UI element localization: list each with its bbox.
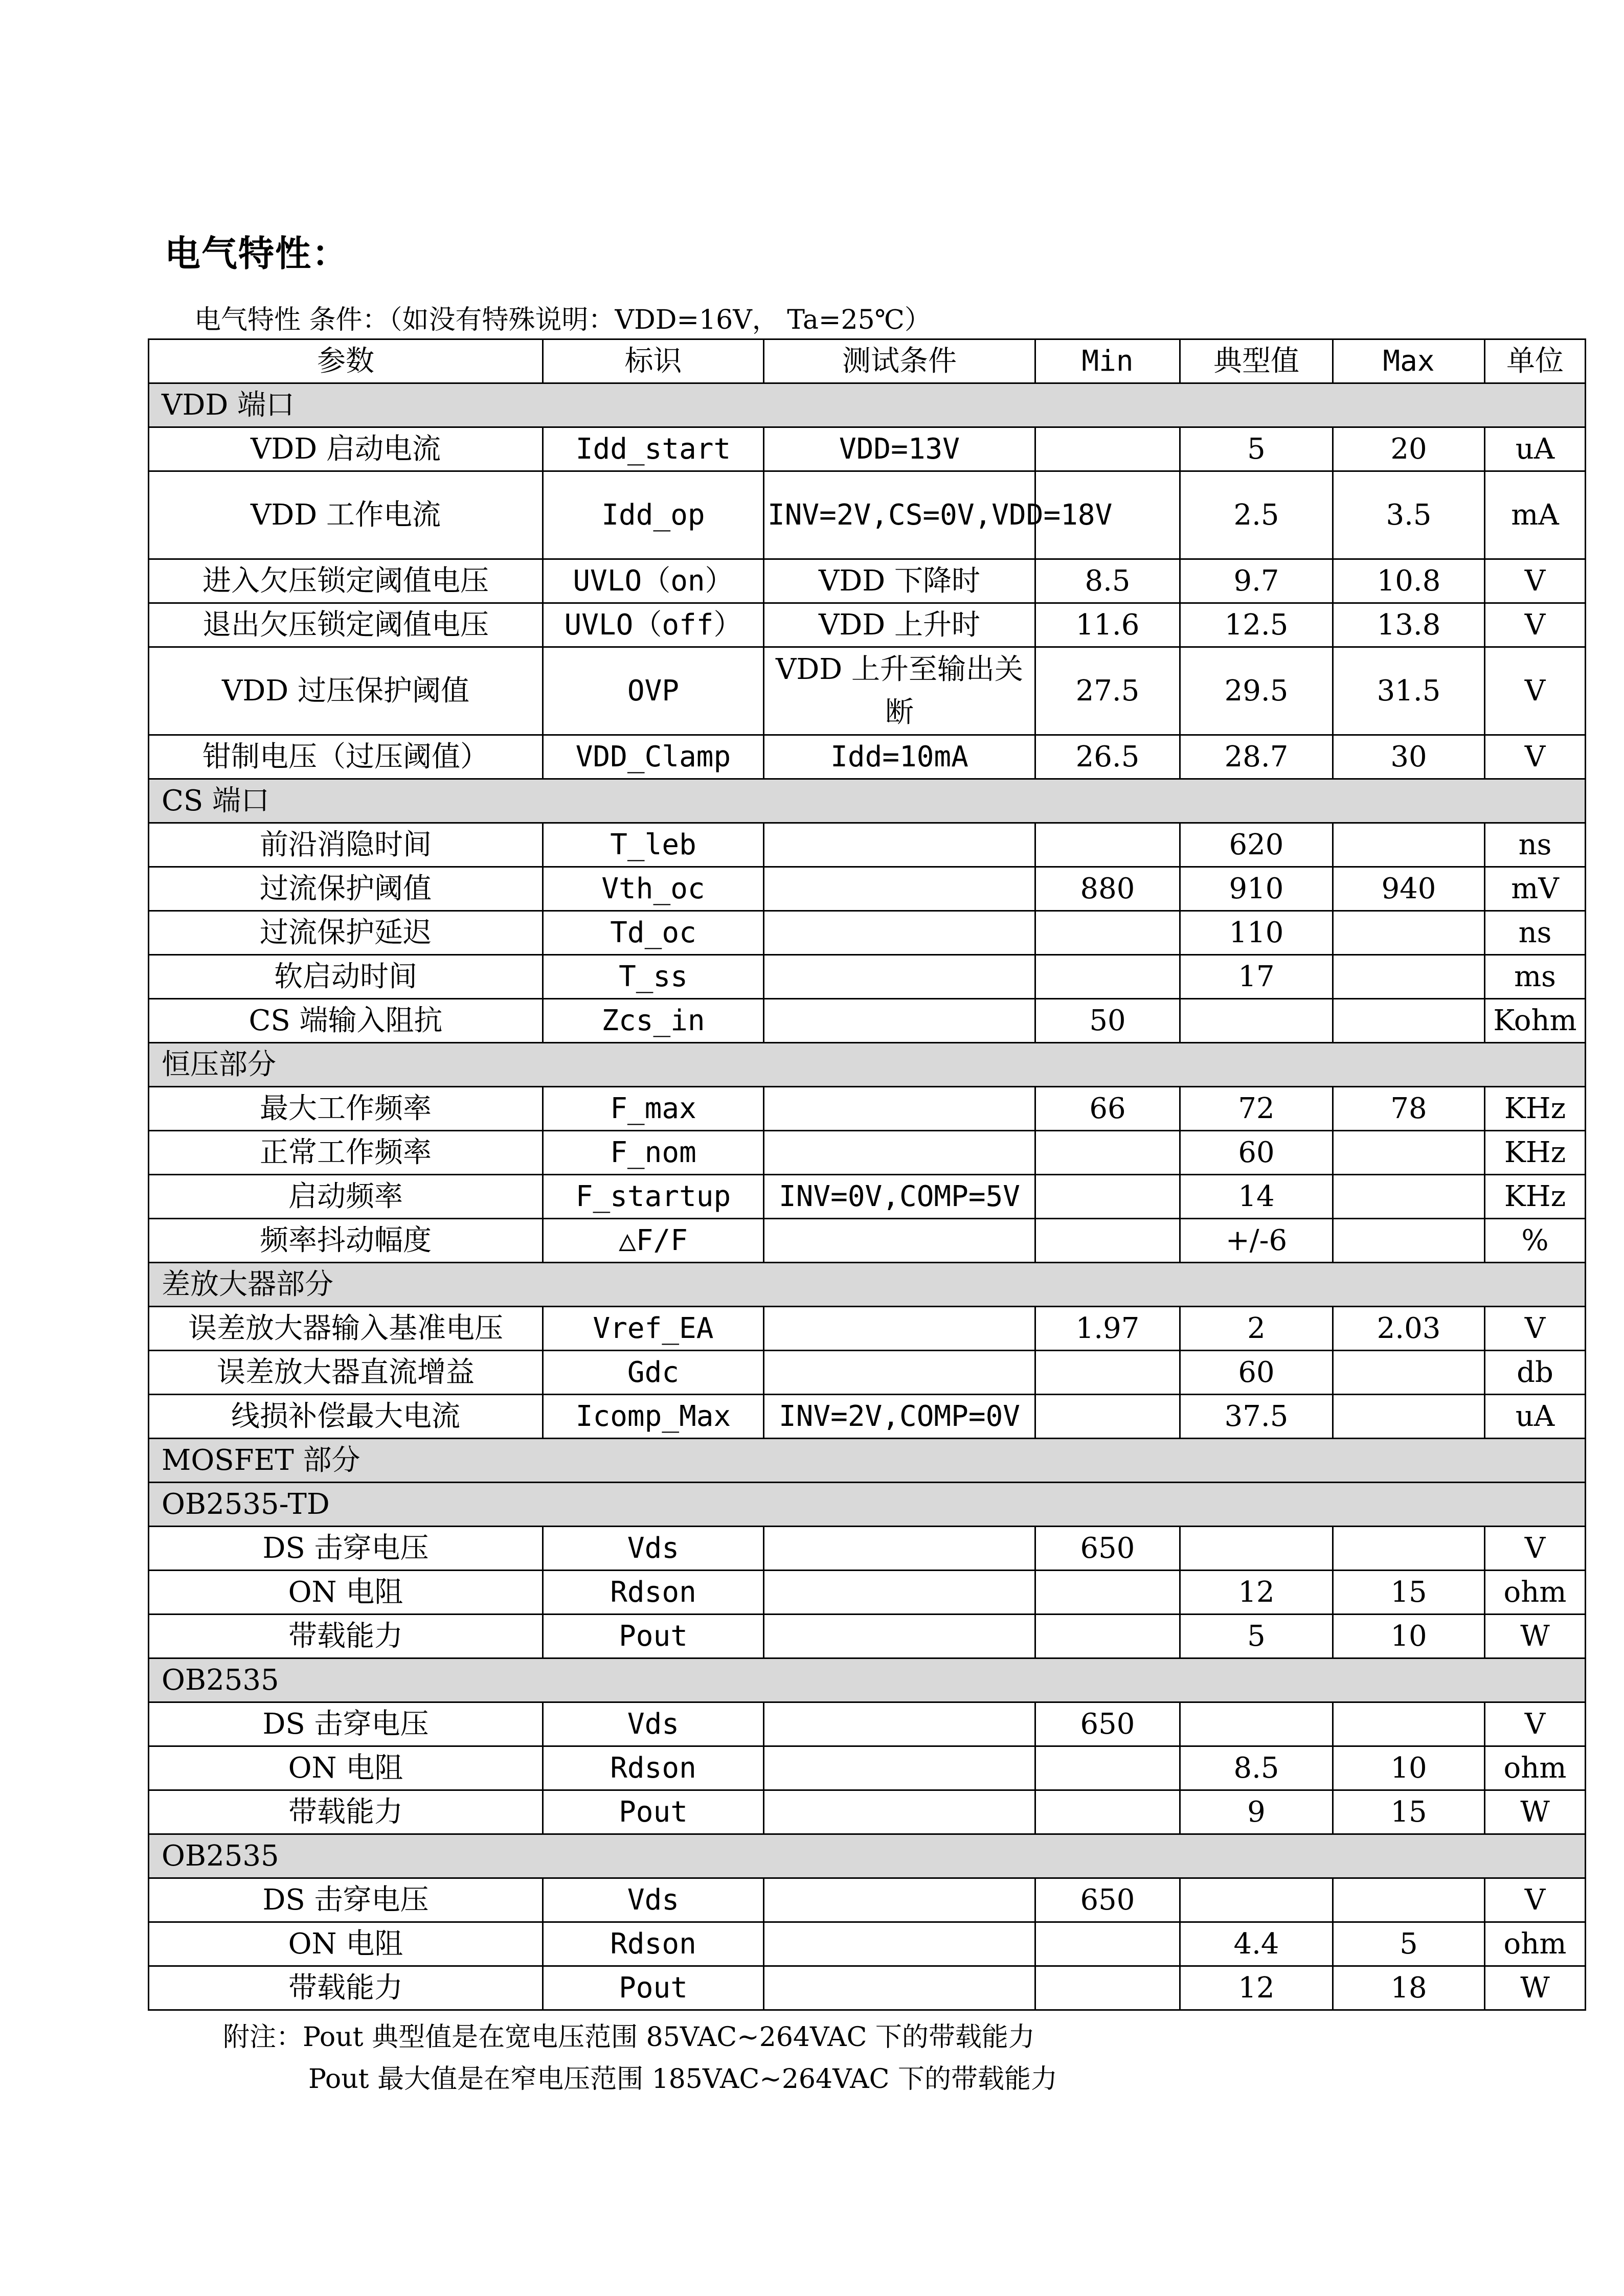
table-cell: 启动频率: [149, 1175, 543, 1219]
table-cell: %: [1485, 1219, 1586, 1263]
table-cell: KHz: [1485, 1087, 1586, 1131]
table-cell: [1333, 1702, 1485, 1746]
note-line-1: 附注：Pout 典型值是在宽电压范围 85VAC~264VAC 下的带载能力: [223, 2022, 1035, 2053]
table-cell: V: [1485, 603, 1586, 647]
table-row: [149, 1790, 1586, 1834]
table-cell: +/-6: [1180, 1219, 1333, 1263]
table-cell: [764, 1966, 1035, 2010]
table-cell: 5: [1180, 1615, 1333, 1658]
table-row: [149, 735, 1586, 779]
table-cell: △F/F: [543, 1219, 764, 1263]
table-cell: [1035, 1922, 1180, 1966]
table-cell: [1333, 1175, 1485, 1219]
table-cell: [1035, 1966, 1180, 2010]
table-row: [149, 559, 1586, 603]
table-cell: Pout: [543, 1790, 764, 1834]
table-cell: KHz: [1485, 1175, 1586, 1219]
table-row: [149, 823, 1586, 867]
table-cell: [1333, 1878, 1485, 1922]
table-cell: W: [1485, 1966, 1586, 2010]
table-cell: 910: [1180, 867, 1333, 911]
table-cell: [1035, 427, 1180, 471]
table-cell: Pout: [543, 1966, 764, 2010]
table-cell: V: [1485, 559, 1586, 603]
table-row: [149, 867, 1586, 911]
section-row: [149, 1439, 1586, 1483]
section-label: MOSFET 部分: [149, 1439, 1586, 1483]
table-cell: 66: [1035, 1087, 1180, 1131]
table-cell: Idd=10mA: [764, 735, 1035, 779]
table-cell: Vds: [543, 1878, 764, 1922]
table-row: [149, 911, 1586, 955]
table-cell: ns: [1485, 911, 1586, 955]
table-cell: V: [1485, 1878, 1586, 1922]
table-cell: 31.5: [1333, 647, 1485, 735]
table-cell: 最大工作频率: [149, 1087, 543, 1131]
table-cell: [764, 1087, 1035, 1131]
table-cell: 退出欠压锁定阈值电压: [149, 603, 543, 647]
table-cell: T_leb: [543, 823, 764, 867]
table-cell: VDD 上升时: [764, 603, 1035, 647]
table-row: [149, 1702, 1586, 1746]
table-cell: 650: [1035, 1702, 1180, 1746]
table-cell: 620: [1180, 823, 1333, 867]
table-cell: 15: [1333, 1790, 1485, 1834]
table-cell: [1333, 955, 1485, 999]
table-cell: 带载能力: [149, 1615, 543, 1658]
table-row: [149, 955, 1586, 999]
table-cell: 9.7: [1180, 559, 1333, 603]
table-cell: VDD 下降时: [764, 559, 1035, 603]
table-row: [149, 999, 1586, 1043]
table-cell: [764, 1351, 1035, 1395]
table-cell: 12.5: [1180, 603, 1333, 647]
table-cell: V: [1485, 1702, 1586, 1746]
table-cell: DS 击穿电压: [149, 1878, 543, 1922]
table-cell: 10: [1333, 1746, 1485, 1790]
table-row: [149, 1746, 1586, 1790]
table-cell: Vds: [543, 1527, 764, 1571]
table-cell: 4.4: [1180, 1922, 1333, 1966]
table-cell: INV=0V,COMP=5V: [764, 1175, 1035, 1219]
table-cell: F_startup: [543, 1175, 764, 1219]
table-cell: mV: [1485, 867, 1586, 911]
section-row: [149, 779, 1586, 823]
table-cell: 110: [1180, 911, 1333, 955]
table-cell: V: [1485, 735, 1586, 779]
table-row: [149, 427, 1586, 471]
section-row: [149, 1043, 1586, 1087]
section-label: VDD 端口: [149, 383, 1586, 427]
table-cell: 880: [1035, 867, 1180, 911]
column-header: 标识: [543, 339, 764, 383]
table-cell: [764, 1219, 1035, 1263]
table-cell: [1333, 1219, 1485, 1263]
table-cell: [1180, 1527, 1333, 1571]
table-cell: [764, 1702, 1035, 1746]
table-cell: [764, 955, 1035, 999]
table-cell: Gdc: [543, 1351, 764, 1395]
column-header: 测试条件: [764, 339, 1035, 383]
table-cell: Kohm: [1485, 999, 1586, 1043]
table-row: [149, 603, 1586, 647]
table-cell: VDD 工作电流: [149, 471, 543, 559]
table-cell: Idd_op: [543, 471, 764, 559]
table-cell: ohm: [1485, 1571, 1586, 1615]
table-cell: [764, 823, 1035, 867]
table-cell: 12: [1180, 1571, 1333, 1615]
table-cell: [764, 1131, 1035, 1175]
table-row: [149, 1922, 1586, 1966]
table-cell: 1.97: [1035, 1307, 1180, 1351]
table-cell: 650: [1035, 1527, 1180, 1571]
table-cell: T_ss: [543, 955, 764, 999]
table-cell: V: [1485, 1307, 1586, 1351]
table-cell: 10.8: [1333, 559, 1485, 603]
table-cell: db: [1485, 1351, 1586, 1395]
table-cell: Idd_start: [543, 427, 764, 471]
table-cell: uA: [1485, 1395, 1586, 1439]
table-cell: ns: [1485, 823, 1586, 867]
table-cell: 60: [1180, 1351, 1333, 1395]
table-cell: 误差放大器输入基准电压: [149, 1307, 543, 1351]
column-header: Max: [1333, 339, 1485, 383]
table-cell: 8.5: [1035, 559, 1180, 603]
table-cell: 10: [1333, 1615, 1485, 1658]
table-cell: 2.5: [1180, 471, 1333, 559]
table-cell: 50: [1035, 999, 1180, 1043]
table-cell: ohm: [1485, 1922, 1586, 1966]
table-cell: VDD=13V: [764, 427, 1035, 471]
table-cell: [1180, 999, 1333, 1043]
table-cell: VDD 上升至输出关断: [764, 647, 1035, 735]
table-cell: [1035, 1790, 1180, 1834]
table-row: [149, 1527, 1586, 1571]
table-row: [149, 471, 1586, 559]
table-cell: 14: [1180, 1175, 1333, 1219]
table-row: [149, 1131, 1586, 1175]
table-cell: 3.5: [1333, 471, 1485, 559]
table-cell: 37.5: [1180, 1395, 1333, 1439]
table-cell: [1333, 1351, 1485, 1395]
table-cell: 前沿消隐时间: [149, 823, 543, 867]
section-label: OB2535-TD: [149, 1483, 1586, 1527]
table-cell: 正常工作频率: [149, 1131, 543, 1175]
table-cell: [1035, 955, 1180, 999]
table-cell: [1035, 1175, 1180, 1219]
table-cell: 18: [1333, 1966, 1485, 2010]
table-cell: [1333, 911, 1485, 955]
table-cell: [764, 999, 1035, 1043]
table-cell: [1035, 1746, 1180, 1790]
table-cell: V: [1485, 647, 1586, 735]
table-row: [149, 1395, 1586, 1439]
table-cell: [764, 867, 1035, 911]
table-cell: 78: [1333, 1087, 1485, 1131]
table-cell: 72: [1180, 1087, 1333, 1131]
table-cell: ON 电阻: [149, 1746, 543, 1790]
table-cell: [764, 1746, 1035, 1790]
table-cell: [1035, 1219, 1180, 1263]
table-cell: [1333, 823, 1485, 867]
table-cell: 带载能力: [149, 1966, 543, 2010]
column-header: 参数: [149, 339, 543, 383]
table-cell: F_nom: [543, 1131, 764, 1175]
table-cell: Rdson: [543, 1922, 764, 1966]
electrical-characteristics-table: [148, 338, 1586, 2011]
table-cell: [1333, 1527, 1485, 1571]
table-cell: ms: [1485, 955, 1586, 999]
table-header-row: [149, 339, 1586, 383]
table-cell: Vth_oc: [543, 867, 764, 911]
table-row: [149, 1615, 1586, 1658]
table-cell: [1180, 1702, 1333, 1746]
table-cell: 带载能力: [149, 1790, 543, 1834]
table-cell: Vds: [543, 1702, 764, 1746]
table-cell: Td_oc: [543, 911, 764, 955]
table-cell: 过流保护延迟: [149, 911, 543, 955]
table-cell: W: [1485, 1790, 1586, 1834]
table-cell: INV=2V,CS=0V,VDD=18V: [764, 471, 1035, 559]
table-cell: [764, 1571, 1035, 1615]
table-cell: [764, 1615, 1035, 1658]
table-cell: Pout: [543, 1615, 764, 1658]
table-cell: VDD 过压保护阈值: [149, 647, 543, 735]
table-cell: Rdson: [543, 1746, 764, 1790]
table-cell: ON 电阻: [149, 1571, 543, 1615]
table-cell: 2: [1180, 1307, 1333, 1351]
table-cell: 软启动时间: [149, 955, 543, 999]
section-row: [149, 1834, 1586, 1878]
table-cell: Vref_EA: [543, 1307, 764, 1351]
table-cell: 线损补偿最大电流: [149, 1395, 543, 1439]
table-cell: KHz: [1485, 1131, 1586, 1175]
table-cell: [764, 911, 1035, 955]
section-label: OB2535: [149, 1658, 1586, 1702]
table-cell: 钳制电压（过压阈值）: [149, 735, 543, 779]
table-cell: DS 击穿电压: [149, 1527, 543, 1571]
table-cell: 940: [1333, 867, 1485, 911]
table-cell: [764, 1790, 1035, 1834]
table-cell: 11.6: [1035, 603, 1180, 647]
table-cell: [1035, 1571, 1180, 1615]
section-row: [149, 1483, 1586, 1527]
page-title: 电气特性：: [165, 233, 349, 275]
table-cell: [764, 1922, 1035, 1966]
table-row: [149, 1219, 1586, 1263]
section-row: [149, 1263, 1586, 1307]
table-cell: 28.7: [1180, 735, 1333, 779]
table-cell: [1333, 1131, 1485, 1175]
table-cell: 650: [1035, 1878, 1180, 1922]
note-line-2: Pout 最大值是在窄电压范围 185VAC~264VAC 下的带载能力: [308, 2064, 1057, 2095]
table-row: [149, 1351, 1586, 1395]
table-cell: DS 击穿电压: [149, 1702, 543, 1746]
table-cell: Rdson: [543, 1571, 764, 1615]
table-row: [149, 1307, 1586, 1351]
table-cell: 2.03: [1333, 1307, 1485, 1351]
section-label: 差放大器部分: [149, 1263, 1586, 1307]
table-row: [149, 1966, 1586, 2010]
table-body: [149, 383, 1586, 2010]
table-cell: [1180, 1878, 1333, 1922]
table-cell: ohm: [1485, 1746, 1586, 1790]
table-cell: F_max: [543, 1087, 764, 1131]
table-row: [149, 1175, 1586, 1219]
table-cell: [1035, 1351, 1180, 1395]
table-cell: [1035, 1615, 1180, 1658]
column-header: Min: [1035, 339, 1180, 383]
table-cell: Zcs_in: [543, 999, 764, 1043]
table-cell: INV=2V,COMP=0V: [764, 1395, 1035, 1439]
table-row: [149, 1087, 1586, 1131]
table-cell: 5: [1180, 427, 1333, 471]
section-label: CS 端口: [149, 779, 1586, 823]
table-cell: 5: [1333, 1922, 1485, 1966]
table-cell: 频率抖动幅度: [149, 1219, 543, 1263]
table-cell: [764, 1878, 1035, 1922]
test-conditions: 电气特性 条件：（如没有特殊说明：VDD=16V， Ta=25℃）: [194, 305, 931, 335]
table-cell: uA: [1485, 427, 1586, 471]
table-cell: 60: [1180, 1131, 1333, 1175]
table-row: [149, 1878, 1586, 1922]
table-cell: 12: [1180, 1966, 1333, 2010]
table-cell: 30: [1333, 735, 1485, 779]
table-cell: 进入欠压锁定阈值电压: [149, 559, 543, 603]
table-cell: [764, 1307, 1035, 1351]
table-cell: UVLO（off）: [543, 603, 764, 647]
table-cell: [1035, 823, 1180, 867]
table-cell: 15: [1333, 1571, 1485, 1615]
table-cell: mA: [1485, 471, 1586, 559]
table-cell: 误差放大器直流增益: [149, 1351, 543, 1395]
table-cell: OVP: [543, 647, 764, 735]
table-cell: [764, 1527, 1035, 1571]
table-cell: [1333, 1395, 1485, 1439]
table-cell: UVLO（on）: [543, 559, 764, 603]
table-cell: [1035, 911, 1180, 955]
table-cell: [1035, 1131, 1180, 1175]
column-header: 单位: [1485, 339, 1586, 383]
section-label: 恒压部分: [149, 1043, 1586, 1087]
table-cell: [1333, 999, 1485, 1043]
table-cell: Icomp_Max: [543, 1395, 764, 1439]
table-cell: W: [1485, 1615, 1586, 1658]
table-cell: 13.8: [1333, 603, 1485, 647]
table-cell: VDD 启动电流: [149, 427, 543, 471]
table-cell: 20: [1333, 427, 1485, 471]
table-cell: VDD_Clamp: [543, 735, 764, 779]
table-cell: 29.5: [1180, 647, 1333, 735]
section-row: [149, 383, 1586, 427]
section-label: OB2535: [149, 1834, 1586, 1878]
table-cell: 27.5: [1035, 647, 1180, 735]
table-cell: [1035, 1395, 1180, 1439]
table-cell: ON 电阻: [149, 1922, 543, 1966]
table-cell: 17: [1180, 955, 1333, 999]
column-header: 典型值: [1180, 339, 1333, 383]
table-cell: 8.5: [1180, 1746, 1333, 1790]
table-cell: V: [1485, 1527, 1586, 1571]
table-row: [149, 1571, 1586, 1615]
table-row: [149, 647, 1586, 735]
table-cell: 9: [1180, 1790, 1333, 1834]
table-cell: 26.5: [1035, 735, 1180, 779]
table-cell: CS 端输入阻抗: [149, 999, 543, 1043]
section-row: [149, 1658, 1586, 1702]
table-cell: 过流保护阈值: [149, 867, 543, 911]
